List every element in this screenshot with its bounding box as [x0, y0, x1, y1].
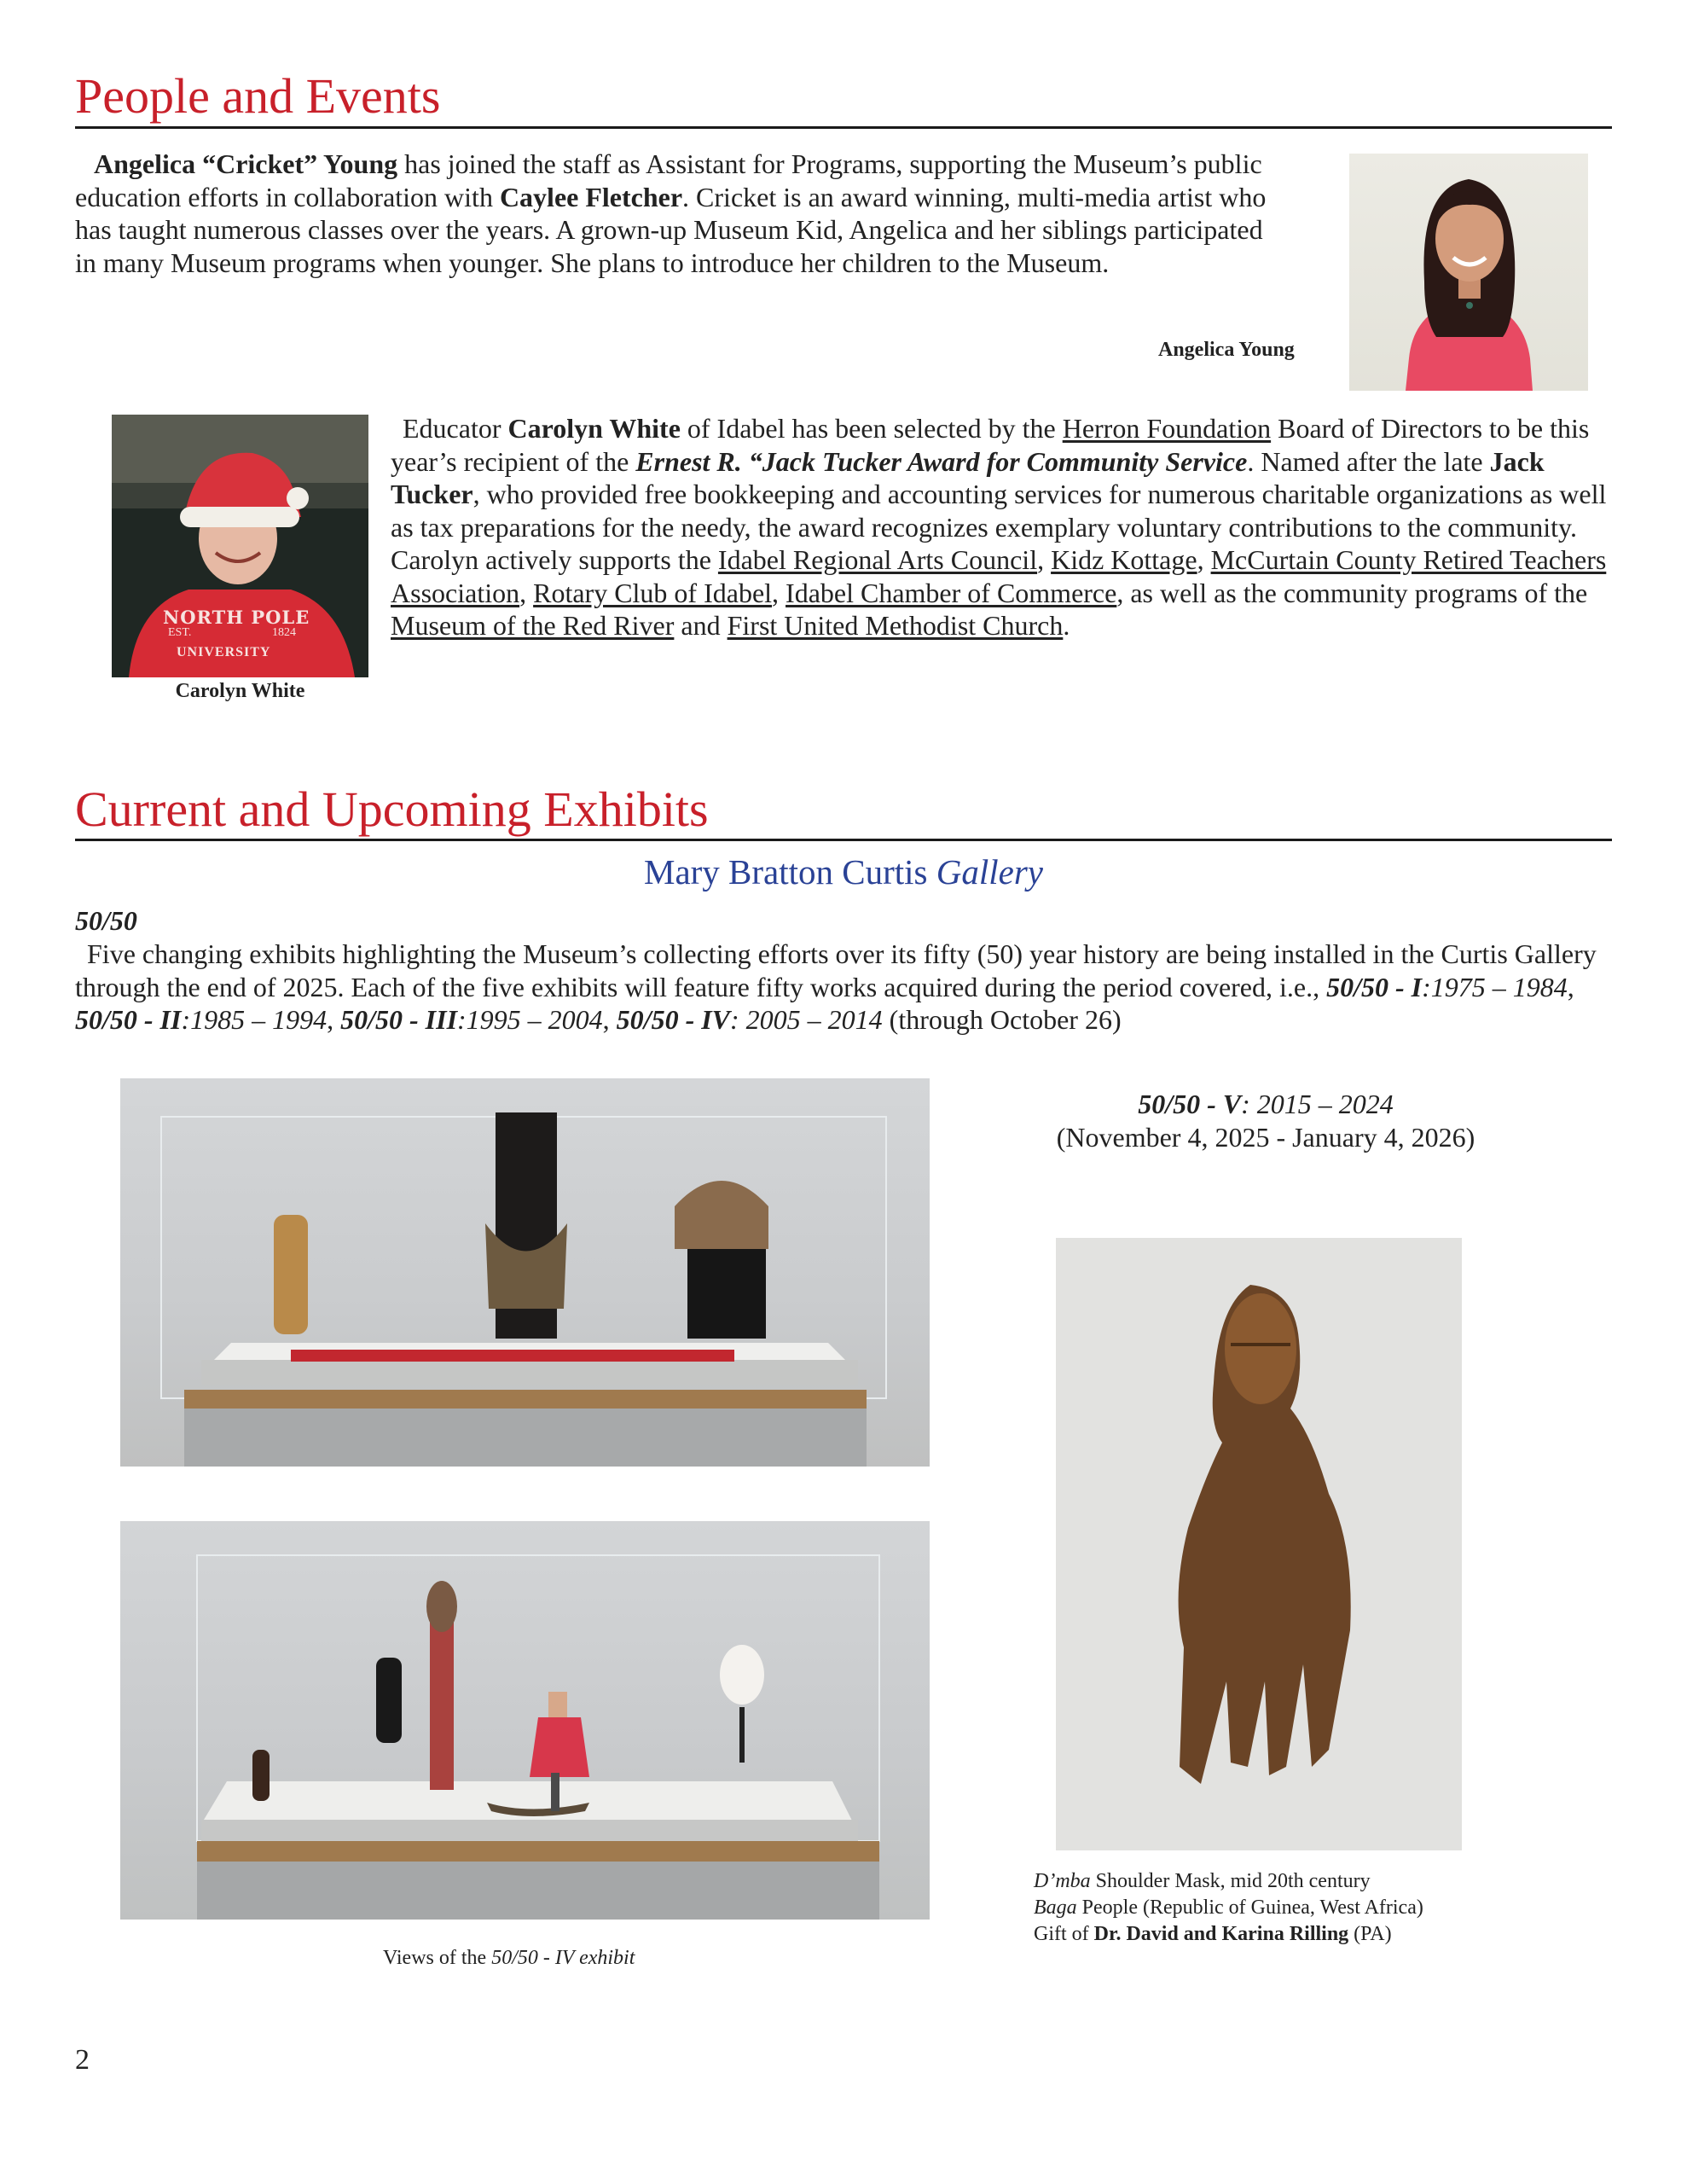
section-rule	[75, 839, 1612, 841]
white-paragraph: Educator Carolyn White of Idabel has been selected by the Herron Foundation Board of Directors to be this year’s recipient of the Ernest R. “Jack Tucker Award for Community Service. Named after the late Jack Tucker, who provided free bookkeeping and accounting services for numerous charitable organizations as well as tax preparations for the needy, the award recognizes exemplary voluntary contributions to the community. Carolyn actively supports the Idabel Regional Arts Council, Kidz Kottage, McCurtain County Retired Teachers Association, Rotary Club of Idabel, Idabel Chamber of Commerce, as well as the community programs of the Museum of the Red River and First United Methodist Church.	[391, 413, 1607, 641]
white-name: Carolyn White	[507, 413, 681, 444]
link-chamber-of-commerce[interactable]: Idabel Chamber of Commerce	[786, 577, 1117, 608]
young-photo-caption: Angelica Young	[1158, 339, 1295, 361]
next-exhibit-dates: (November 4, 2025 - January 4, 2026)	[1056, 1122, 1475, 1153]
tucker-name: Jack Tucker	[391, 445, 1545, 509]
white-photo-caption: Carolyn White	[175, 680, 305, 702]
link-retired-teachers-association[interactable]: McCurtain County Retired Teachers Association	[391, 544, 1607, 608]
exhibit-intro: Five changing exhibits highlighting the Museum’s collecting efforts over its fifty (50) year history are being installed in the Curtis Gallery through the end of 2025. Each of the five exhibits will feature fifty works acquired during the period covered, i.e., 50/50 - I:1975 – 1984, 50/50 - II:1985 – 1994, 50/50 - III:1995 – 2004, 50/50 - IV: 2005 – 2014 (through October 26)	[75, 938, 1597, 1035]
young-name: Angelica “Cricket” Young	[94, 148, 398, 179]
sweatshirt-est: EST.	[168, 626, 192, 639]
mask-caption-line2: Baga People (Republic of Guinea, West Africa)	[1034, 1896, 1423, 1919]
carolyn-white-photo	[112, 415, 368, 677]
portrait-illustration	[1349, 154, 1588, 391]
display-case-illustration	[120, 1078, 930, 1467]
sweatshirt-text-top: NORTH POLE	[163, 607, 310, 628]
link-idabel-regional-arts-council[interactable]: Idabel Regional Arts Council	[717, 544, 1038, 575]
sweatshirt-year: 1824	[272, 626, 296, 639]
next-exhibit-title: 50/50 - V: 2015 – 2024	[1138, 1089, 1394, 1119]
section-rule	[75, 126, 1612, 129]
award-name: Ernest R. “Jack Tucker Award for Community Service	[635, 445, 1248, 477]
young-paragraph: Angelica “Cricket” Young has joined the staff as Assistant for Programs, supporting the Museum’s public education efforts in collaboration with Caylee Fletcher. Cricket is an award winning, multi-media artist who has taught numerous classes over the years. A grown-up Museum Kid, Angelica and her siblings participated in many Museum programs when younger. She plans to introduce her children to the Museum.	[75, 148, 1267, 278]
mask-caption-line1: D’mba Shoulder Mask, mid 20th century	[1034, 1870, 1371, 1892]
exhibit-name: 50/50	[75, 905, 137, 936]
section-title-people-events: People and Events	[75, 68, 441, 124]
link-first-united-methodist[interactable]: First United Methodist Church	[727, 610, 1064, 641]
dmba-mask-photo	[1056, 1238, 1462, 1850]
section-title-exhibits: Current and Upcoming Exhibits	[75, 781, 709, 837]
exhibit-photo-1	[120, 1078, 930, 1467]
views-caption: Views of the 50/50 - IV exhibit	[383, 1947, 635, 1969]
display-case-illustration	[120, 1521, 930, 1920]
mask-illustration	[1056, 1238, 1462, 1850]
link-kidz-kottage[interactable]: Kidz Kottage	[1051, 544, 1197, 575]
page-number: 2	[75, 2044, 90, 2076]
mask-caption-line3: Gift of Dr. David and Karina Rilling (PA)	[1034, 1923, 1392, 1945]
link-museum-red-river[interactable]: Museum of the Red River	[391, 610, 675, 641]
link-rotary-club[interactable]: Rotary Club of Idabel	[533, 577, 773, 608]
portrait-illustration	[112, 415, 368, 677]
gallery-heading: Mary Bratton Curtis Gallery	[643, 852, 1044, 892]
angelica-young-photo	[1349, 154, 1588, 391]
link-herron-foundation[interactable]: Herron Foundation	[1062, 413, 1272, 444]
colleague-name: Caylee Fletcher	[499, 181, 683, 212]
sweatshirt-text-bottom: UNIVERSITY	[177, 645, 271, 659]
exhibit-photo-2	[120, 1521, 930, 1920]
